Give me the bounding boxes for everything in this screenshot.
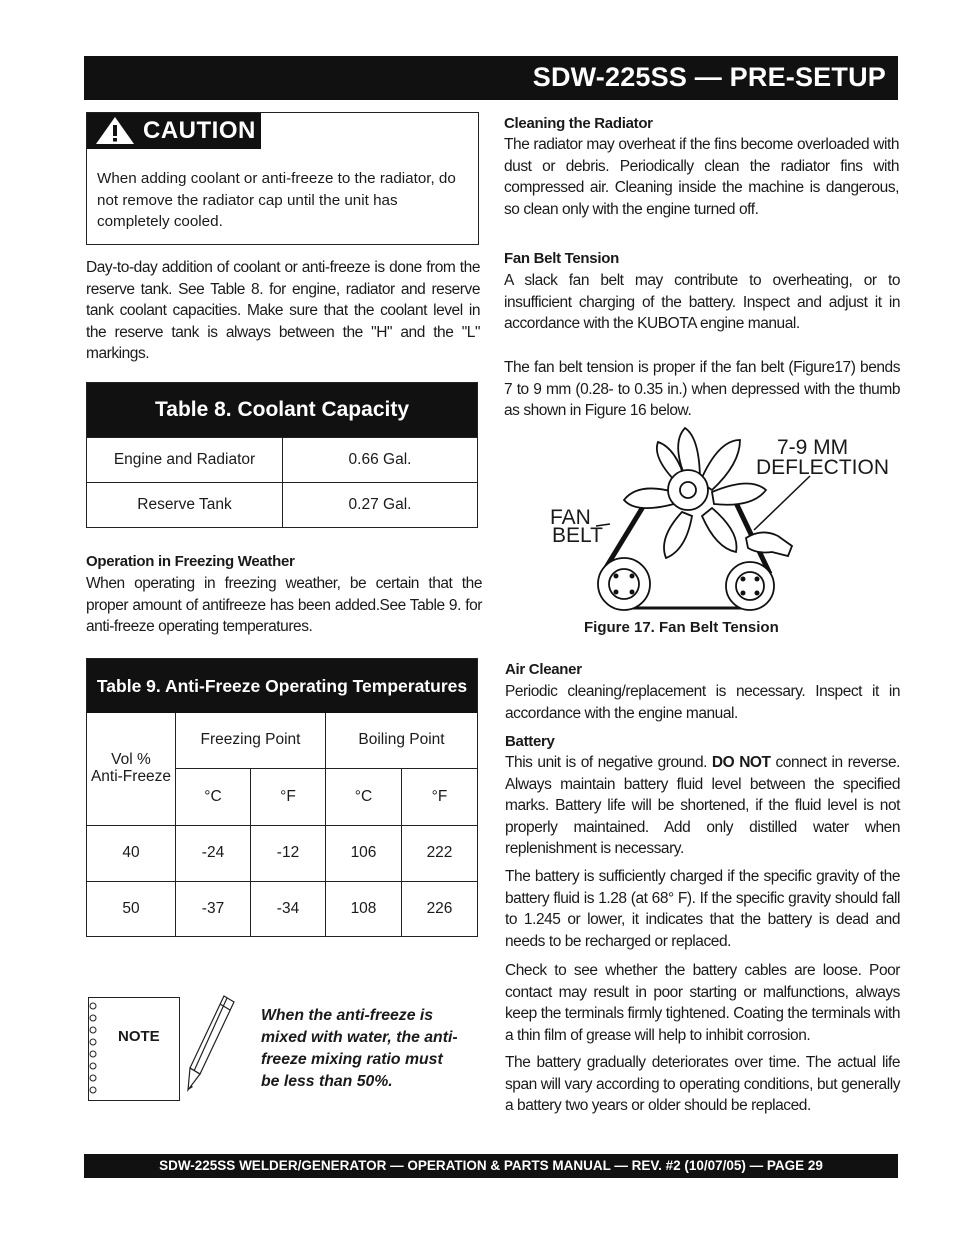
battery-paragraph-1 [505,752,900,860]
fanbelt-paragraph-2: The fan belt tension is proper if the fan belt (Figure17) bends 7 to 9 mm (0.28- to 0.35 in.) when depressed with the thumb as shown in Figure 16 below. [504,359,900,420]
unit-fahrenheit: °F [251,769,326,825]
unit-fahrenheit: °F [431,788,448,805]
battery-p1-start: This unit is of negative ground. [505,754,707,771]
vol-label: Vol % Anti-Freeze [87,713,176,825]
header-bar [84,56,898,100]
aircleaner-paragraph: Periodic cleaning/replacement is necessary. Inspect it in accordance with the engine manual. [505,683,900,722]
table-title: Table 8. Coolant Capacity [87,383,477,437]
boil-f: 222 [402,825,477,881]
battery-paragraph-4: The battery gradually deteriorates over time. The actual life span will vary according to operating conditions, but generally a battery two years or older should be replaced. [505,1054,900,1115]
unit-celsius: °C [326,769,402,825]
fanbelt-paragraph: A slack fan belt may contribute to overheating, or to insufficient charging of the battery. Inspect and adjust it in accordance with the KUBOTA engine manual. [504,272,900,333]
freezing-heading: Operation in Freezing Weather [86,553,295,570]
freeze-c: -37 [176,881,251,936]
vol-value: 40 [87,825,176,881]
spiral-binding-icon [88,1000,100,1100]
figure-caption: Figure 17. Fan Belt Tension [584,619,779,636]
footer-bar: SDW-225SS WELDER/GENERATOR — OPERATION & PARTS MANUAL — REV. #2 (10/07/05) — PAGE 29 [84,1154,898,1178]
aircleaner-heading: Air Cleaner [505,661,582,678]
battery-heading: Battery [505,733,555,750]
freeze-f: -12 [251,825,326,881]
row-label: Engine and Radiator [87,438,283,482]
boil-f: 226 [402,881,477,936]
row-label: Reserve Tank [87,483,283,527]
fan-belt-diagram [540,424,910,620]
unit-celsius: °C [176,769,251,825]
coolant-capacity-table [86,382,478,528]
caution-box [86,112,479,245]
battery-p1-end: connect in reverse. Always maintain battery fluid level between the specified marks. Battery life will be shortened, if the fluid level is not properly maintained. Add only distilled water when replenishment is necessary. [505,754,901,858]
freezing-point-header: Freezing Point [176,713,326,769]
row-value: 0.27 Gal. [348,496,412,513]
radiator-heading: Cleaning the Radiator [504,115,653,132]
caution-label: CAUTION [143,117,256,144]
freezing-paragraph: When operating in freezing weather, be certain that the proper amount of antifreeze has been added.See Table 9. for anti-freeze operating temperatures. [86,575,482,636]
freeze-c: -24 [176,825,251,881]
boil-c: 108 [326,881,402,936]
table-row [87,482,477,527]
deflection-label-1: 7-9 MM [777,436,849,459]
note-text: When the anti-freeze is mixed with water, the anti-freeze mixing ratio must be less than 50%. [261,1007,458,1090]
page-title: SDW-225SS — PRE-SETUP [532,62,886,92]
intro-paragraph: Day-to-day addition of coolant or anti-freeze is done from the reserve tank. See Table 8. for engine, radiator and reserve tank coolant capacities. Make sure that the coolant level in the reserve tank is always between the "H" and the "L" markings. [86,259,480,363]
fan-label: FAN [550,506,591,529]
freeze-f: -34 [251,881,326,936]
table-row [87,437,477,482]
note-notepad [88,997,180,1101]
pencil-icon [182,992,242,1100]
boiling-point-header: Boiling Point [326,713,477,769]
vol-value: 50 [87,881,176,936]
antifreeze-table [86,658,478,937]
battery-paragraph-3: Check to see whether the battery cables are loose. Poor contact may result in poor starting or malfunctions, always keep the terminals firmly tightened. Coating the terminals with a thin film of grease will help to inhibit corrosion. [505,962,900,1044]
radiator-paragraph: The radiator may overheat if the fins become overloaded with dust or debris. Periodically clean the radiator fins with compressed air. Cleaning inside the machine is dangerous, so clean only with the engine turned off. [504,136,899,218]
row-value: 0.66 Gal. [348,451,412,468]
note-label: NOTE [118,1028,160,1045]
do-not-emphasis: DO NOT [711,754,771,771]
caution-label-bar [87,113,261,149]
table-title: Table 9. Anti-Freeze Operating Temperatures [87,659,477,713]
fanbelt-heading: Fan Belt Tension [504,250,619,267]
battery-paragraph-2: The battery is sufficiently charged if the specific gravity of the battery fluid is 1.28 (at 68° F). If the specific gravity should fall to 1.245 or lower, it indicates that the battery is dead and needs to be recharged or replaced. [505,868,900,950]
boil-c: 106 [326,825,402,881]
caution-text: When adding coolant or anti-freeze to the radiator, do not remove the radiator cap until the unit has completely cooled. [97,170,456,230]
deflection-label-2: DEFLECTION [756,456,890,479]
belt-label: BELT [552,524,603,547]
